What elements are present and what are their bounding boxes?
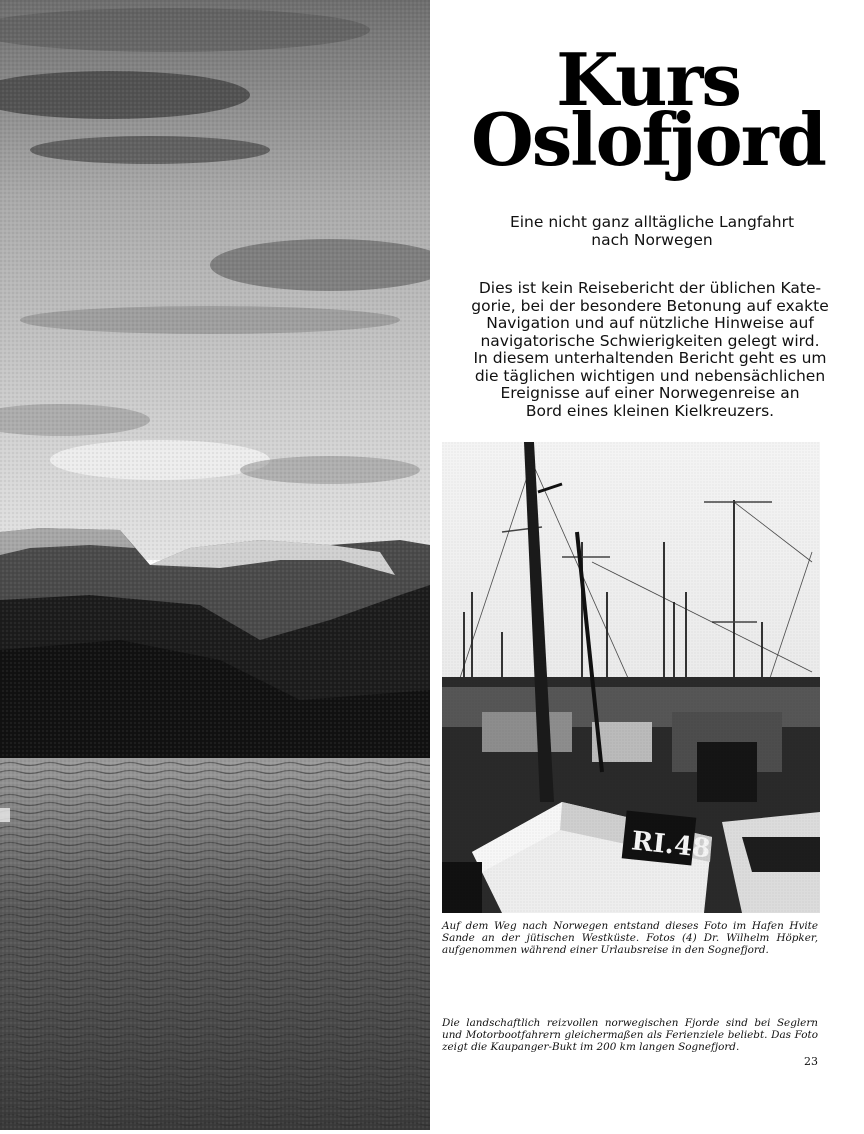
article-intro [444, 280, 856, 420]
article-subtitle [472, 213, 832, 249]
article-column [432, 0, 864, 1130]
article-title-line1: Kurs [556, 37, 740, 122]
article-title-line2: Oslofjord [471, 97, 825, 182]
intro-line: In diesem unterhaltenden Bericht geht es um [473, 349, 827, 367]
fjord-photo [0, 0, 430, 1130]
harbor-photo [442, 442, 820, 913]
page-number: 23 [804, 1055, 818, 1068]
intro-line: navigatorische Schwierigkeiten gelegt wird. [480, 331, 820, 350]
harbor-photo-caption: Auf dem Weg nach Norwegen entstand dieses Foto im Hafen Hvite Sande an der jütischen Westküste. Fotos (4) Dr. Wilhelm Höpker, aufgenommen während einer Urlaubsreise in den Sognefjord. [442, 920, 818, 956]
subtitle-line: Eine nicht ganz alltägliche Langfahrt [509, 213, 795, 231]
intro-line: gorie, bei der besondere Betonung auf exakte [471, 296, 829, 315]
intro-line: Dies ist kein Reisebericht der üblichen Kate- [478, 279, 822, 297]
intro-line: Bord eines kleinen Kielkreuzers. [525, 401, 775, 420]
fjord-photo-caption: Die landschaftlich reizvollen norwegischen Fjorde sind bei Seglern und Motorbootfahrern gleichermaßen als Ferienziele beliebt. Das Foto zeigt die Kaupanger-Bukt im 200 km langen Sognefjord. [442, 1017, 818, 1053]
intro-line: Ereignisse auf einer Norwegenreise an [500, 384, 800, 402]
harbor-photo-image [442, 442, 820, 913]
fjord-photo-image [0, 0, 430, 1130]
subtitle-line: nach Norwegen [591, 231, 713, 249]
intro-line: Navigation und auf nützliche Hinweise auf [486, 314, 814, 332]
intro-line: die täglichen wichtigen und nebensächlichen [474, 366, 826, 385]
